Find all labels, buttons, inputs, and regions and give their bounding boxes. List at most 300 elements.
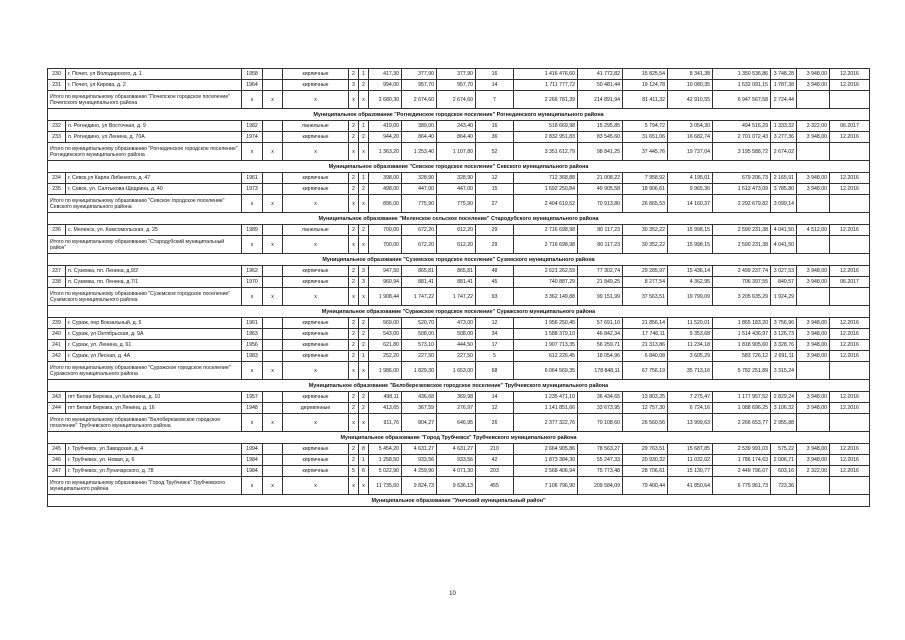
table-cell: п. Рогнедино, ул Ленина, д. 70А xyxy=(66,132,242,143)
subtotal-cell: 3 351 612,79 xyxy=(514,143,578,161)
table-cell: 3 948,00 xyxy=(797,69,830,80)
housing-registry-table xyxy=(47,68,870,507)
table-cell: 947,50 xyxy=(369,266,402,277)
table-cell: 2 xyxy=(359,318,369,329)
table-cell: 1994 xyxy=(242,444,263,455)
table-cell: 12.2016 xyxy=(830,173,870,184)
table-cell xyxy=(263,173,283,184)
subtotal-cell xyxy=(797,477,830,495)
subtotal-cell: 2 674,02 xyxy=(771,143,797,161)
table-cell: 56 259,71 xyxy=(578,340,623,351)
subtotal-cell: 672,20 xyxy=(402,236,437,254)
table-cell: 3 748,28 xyxy=(771,69,797,80)
table-cell: 3 948,00 xyxy=(797,266,830,277)
table-cell: 48 xyxy=(476,266,514,277)
table-cell: 2 829,24 xyxy=(771,392,797,403)
subtotal-cell: 2 674,60 xyxy=(402,91,437,109)
table-cell: 21 008,22 xyxy=(578,173,623,184)
table-cell: 1 873 384,30 xyxy=(514,455,578,466)
table-cell: 234 xyxy=(48,173,66,184)
subtotal-cell: 79 400,44 xyxy=(623,477,668,495)
table-cell: 2 xyxy=(349,132,359,143)
table-cell: кирпичные xyxy=(283,444,349,455)
subtotal-cell: 896,00 xyxy=(369,195,402,213)
table-row xyxy=(48,318,870,329)
table-cell: 12.2016 xyxy=(830,392,870,403)
table-cell: 50 481,44 xyxy=(578,80,623,91)
table-cell: г. Почеп, ул Володарского, д. 1 xyxy=(66,69,242,80)
table-cell: 3 xyxy=(359,266,369,277)
section-heading-row xyxy=(48,213,870,225)
table-cell: панельные xyxy=(283,121,349,132)
table-cell: 4 631,27 xyxy=(437,444,476,455)
table-cell: 1974 xyxy=(242,132,263,143)
table-cell: 80 117,23 xyxy=(578,225,623,236)
subtotal-cell xyxy=(797,91,830,109)
table-cell: 3 054,30 xyxy=(668,121,713,132)
table-cell xyxy=(263,329,283,340)
table-cell xyxy=(263,455,283,466)
subtotal-cell: х xyxy=(283,91,349,109)
table-cell: 12 xyxy=(476,173,514,184)
table-cell: 864,40 xyxy=(437,132,476,143)
table-cell: 31 651,06 xyxy=(623,132,668,143)
subtotal-cell: х xyxy=(359,236,369,254)
table-cell: 508,00 xyxy=(402,329,437,340)
table-cell: 2 xyxy=(349,69,359,80)
subtotal-cell: 93 xyxy=(476,288,514,306)
table-cell: 3 948,00 xyxy=(797,444,830,455)
table-cell: 239 xyxy=(48,318,66,329)
subtotal-cell: х xyxy=(283,143,349,161)
table-cell: 242 xyxy=(48,351,66,362)
table-cell: 1 350 536,86 xyxy=(713,69,771,80)
table-cell: 2 716 698,98 xyxy=(514,225,578,236)
table-cell: г. Севск, ул. Салтыкова-Щедрина, д. 40 xyxy=(66,184,242,195)
table-cell: 36 434,65 xyxy=(578,392,623,403)
table-cell: кирпичные xyxy=(283,329,349,340)
subtotal-cell: х xyxy=(242,236,263,254)
subtotal-row xyxy=(48,91,870,109)
table-cell: 241 xyxy=(48,340,66,351)
table-cell: 1 632 091,15 xyxy=(713,80,771,91)
subtotal-cell: х xyxy=(359,414,369,432)
table-cell: 2 xyxy=(349,184,359,195)
subtotal-cell: х xyxy=(263,143,283,161)
table-cell: 2 xyxy=(349,340,359,351)
subtotal-cell: х xyxy=(242,143,263,161)
table-cell: г. Сураж, ул Лесная, д. 4А xyxy=(66,351,242,362)
table-cell: 520,70 xyxy=(402,318,437,329)
table-cell: 8 277,54 xyxy=(623,277,668,288)
table-cell: 2 568 406,94 xyxy=(514,466,578,477)
subtotal-cell: 13 999,63 xyxy=(668,414,713,432)
subtotal-cell: 98 841,25 xyxy=(578,143,623,161)
table-cell xyxy=(263,225,283,236)
table-cell: г. Трубчевск, ул. Новая, д. 6 xyxy=(66,455,242,466)
table-cell: 494 516,29 xyxy=(713,121,771,132)
table-cell: 1984 xyxy=(242,455,263,466)
table-cell: 543,00 xyxy=(369,329,402,340)
table-cell: 1 865 183,20 xyxy=(713,318,771,329)
table-cell: 245 xyxy=(48,444,66,455)
subtotal-cell: 1 363,20 xyxy=(369,143,402,161)
table-cell: 42 xyxy=(476,455,514,466)
table-cell: 398,00 xyxy=(369,173,402,184)
table-cell: 944,20 xyxy=(369,132,402,143)
table-cell: 2 499 237,74 xyxy=(713,266,771,277)
table-cell: 15 xyxy=(476,184,514,195)
table-cell: 1963 xyxy=(242,329,263,340)
table-row xyxy=(48,80,870,91)
table-cell: 14 xyxy=(476,80,514,91)
table-cell: 2 xyxy=(349,351,359,362)
subtotal-cell: 2 590 231,38 xyxy=(713,236,771,254)
table-cell: 9 965,36 xyxy=(668,184,713,195)
subtotal-cell xyxy=(797,236,830,254)
table-cell: 2 xyxy=(349,318,359,329)
section-heading: Муниципальное образование "Белоберезковское городское поселение" Трубчевского муниципального района xyxy=(48,380,870,392)
subtotal-cell: 35 713,16 xyxy=(668,362,713,380)
table-cell xyxy=(263,392,283,403)
table-cell: кирпичные xyxy=(283,132,349,143)
table-cell xyxy=(263,184,283,195)
table-cell: 45 xyxy=(476,277,514,288)
table-cell: 1956 xyxy=(242,340,263,351)
table-cell: 881,41 xyxy=(437,277,476,288)
table-cell: 367,59 xyxy=(402,403,437,414)
subtotal-cell: 11 735,60 xyxy=(369,477,402,495)
table-cell: 12.2016 xyxy=(830,69,870,80)
table-cell: 4 512,00 xyxy=(797,225,830,236)
subtotal-label: Итого по муниципальному образованию "Город Трубчевск" Трубчевского муниципального района xyxy=(48,477,242,495)
table-cell: кирпичные xyxy=(283,277,349,288)
table-cell: кирпичные xyxy=(283,455,349,466)
subtotal-cell: 99 151,99 xyxy=(578,288,623,306)
table-cell: 960,94 xyxy=(369,277,402,288)
table-cell: 12.2016 xyxy=(830,80,870,91)
subtotal-cell: х xyxy=(263,195,283,213)
section-heading-row xyxy=(48,380,870,392)
table-cell: кирпичные xyxy=(283,266,349,277)
section-heading: Муниципальное образование "Город Трубчевск" Трубчевского муниципального района xyxy=(48,432,870,444)
table-cell: 933,56 xyxy=(437,455,476,466)
subtotal-cell: 2 716 698,98 xyxy=(514,236,578,254)
table-cell: 5 xyxy=(476,351,514,362)
table-cell: 2 xyxy=(359,403,369,414)
table-cell: 2 xyxy=(349,266,359,277)
section-heading-row xyxy=(48,432,870,444)
table-cell: 1 177 957,52 xyxy=(713,392,771,403)
table-cell: 740 887,29 xyxy=(514,277,578,288)
table-cell: 21 856,14 xyxy=(623,318,668,329)
table-cell: 10 080,35 xyxy=(668,80,713,91)
table-cell: 29 xyxy=(476,225,514,236)
table-cell: кирпичные xyxy=(283,340,349,351)
table-cell: 12.2016 xyxy=(830,225,870,236)
table-cell: 1 613 473,09 xyxy=(713,184,771,195)
table-cell: 12 xyxy=(476,403,514,414)
table-cell xyxy=(263,351,283,362)
subtotal-row xyxy=(48,143,870,161)
table-cell: 236 xyxy=(48,225,66,236)
table-cell: 2 xyxy=(349,403,359,414)
table-cell: 1982 xyxy=(242,121,263,132)
table-cell: 06.2017 xyxy=(830,121,870,132)
table-row xyxy=(48,455,870,466)
subtotal-cell: х xyxy=(359,143,369,161)
subtotal-cell: х xyxy=(242,288,263,306)
table-cell: 243,40 xyxy=(437,121,476,132)
table-cell xyxy=(263,340,283,351)
subtotal-label: Итого по муниципальному образованию "Севское городское поселение" Севского муниципального района xyxy=(48,195,242,213)
table-cell: 2 xyxy=(359,132,369,143)
table-cell: 612,20 xyxy=(437,225,476,236)
subtotal-cell: 804,27 xyxy=(402,414,437,432)
section-heading-row xyxy=(48,495,870,507)
subtotal-cell: 178 848,11 xyxy=(578,362,623,380)
subtotal-cell: х xyxy=(242,477,263,495)
subtotal-row xyxy=(48,195,870,213)
table-row xyxy=(48,121,870,132)
subtotal-cell: х xyxy=(283,288,349,306)
subtotal-cell: 29 xyxy=(476,236,514,254)
subtotal-cell: 2 404 619,52 xyxy=(514,195,578,213)
subtotal-cell: 19 737,04 xyxy=(668,143,713,161)
subtotal-cell: 2 266 781,39 xyxy=(514,91,578,109)
table-cell: 6 xyxy=(359,466,369,477)
table-cell xyxy=(263,318,283,329)
table-cell: 328,90 xyxy=(402,173,437,184)
table-cell: 78 563,27 xyxy=(578,444,623,455)
table-cell: 1957 xyxy=(242,392,263,403)
table-cell: 612 226,45 xyxy=(514,351,578,362)
subtotal-cell: 1 747,22 xyxy=(402,288,437,306)
table-cell: г. Сураж, пер Вокзальный, д. 5 xyxy=(66,318,242,329)
table-cell: 12.2016 xyxy=(830,184,870,195)
table-cell: 3 106,32 xyxy=(771,403,797,414)
table-cell: 3 948,00 xyxy=(797,392,830,403)
table-cell: 16 682,74 xyxy=(668,132,713,143)
table-cell: 21 849,25 xyxy=(578,277,623,288)
table-cell: 1970 xyxy=(242,277,263,288)
subtotal-cell: 9 824,73 xyxy=(402,477,437,495)
table-cell: 498,11 xyxy=(369,392,402,403)
table-cell: панельные xyxy=(283,225,349,236)
table-cell: 244 xyxy=(48,403,66,414)
table-cell: 419,00 xyxy=(369,121,402,132)
table-cell: 2 165,91 xyxy=(771,173,797,184)
subtotal-cell: 67 756,19 xyxy=(623,362,668,380)
table-cell: 1973 xyxy=(242,184,263,195)
table-cell: 6 840,08 xyxy=(623,351,668,362)
subtotal-cell: 7 106 796,90 xyxy=(514,477,578,495)
table-cell: 2 xyxy=(349,121,359,132)
table-cell: 12.2016 xyxy=(830,466,870,477)
table-cell: 1 235 471,10 xyxy=(514,392,578,403)
table-cell: 12.2016 xyxy=(830,132,870,143)
table-cell: 231 xyxy=(48,80,66,91)
table-cell: 15 687,85 xyxy=(668,444,713,455)
subtotal-cell: х xyxy=(263,477,283,495)
table-cell: 227,50 xyxy=(437,351,476,362)
table-cell: 28 706,61 xyxy=(623,466,668,477)
table-row xyxy=(48,466,870,477)
subtotal-cell xyxy=(830,236,870,254)
subtotal-cell: 41 850,64 xyxy=(668,477,713,495)
table-row xyxy=(48,132,870,143)
subtotal-cell: х xyxy=(349,236,359,254)
table-cell: с. Меленск, ул. Комсомольская, д. 25 xyxy=(66,225,242,236)
subtotal-cell xyxy=(830,91,870,109)
table-cell: г. Почеп, ул Кирова, д. 2 xyxy=(66,80,242,91)
subtotal-cell: 2 292 679,82 xyxy=(713,195,771,213)
table-cell: 3 948,00 xyxy=(797,318,830,329)
table-cell: 235 xyxy=(48,184,66,195)
table-cell: 1 333,32 xyxy=(771,121,797,132)
subtotal-cell: 26 xyxy=(476,414,514,432)
table-cell: кирпичные xyxy=(283,173,349,184)
table-cell: 2 664 905,86 xyxy=(514,444,578,455)
subtotal-cell: 1 253,40 xyxy=(402,143,437,161)
subtotal-cell: 455 xyxy=(476,477,514,495)
table-cell: 864,40 xyxy=(402,132,437,143)
table-cell: 2 621 262,59 xyxy=(514,266,578,277)
table-cell: 36 xyxy=(476,132,514,143)
table-cell: 2 xyxy=(349,455,359,466)
table-row xyxy=(48,277,870,288)
subtotal-cell: 9 636,13 xyxy=(437,477,476,495)
table-cell: 933,56 xyxy=(402,455,437,466)
table-cell: 5 xyxy=(349,466,359,477)
table-cell: 1 692 250,84 xyxy=(514,184,578,195)
table-cell: 4 041,50 xyxy=(771,225,797,236)
subtotal-cell: х xyxy=(263,288,283,306)
table-cell: 29 763,51 xyxy=(623,444,668,455)
table-cell xyxy=(263,277,283,288)
subtotal-cell: 52 xyxy=(476,143,514,161)
table-cell: 233 xyxy=(48,132,66,143)
table-cell: 12.2016 xyxy=(830,318,870,329)
section-heading-row xyxy=(48,254,870,266)
table-cell: 77 302,74 xyxy=(578,266,623,277)
table-cell: пгт Белая Березка, ул Калинина, д. 10 xyxy=(66,392,242,403)
table-row xyxy=(48,340,870,351)
table-cell: 1 818 905,60 xyxy=(713,340,771,351)
table-cell: г. Севск,ул Карла Либкнехта, д. 47 xyxy=(66,173,242,184)
table-cell xyxy=(263,69,283,80)
table-cell: 18 906,61 xyxy=(623,184,668,195)
subtotal-cell: 6 064 569,35 xyxy=(514,362,578,380)
table-cell: 12 xyxy=(476,318,514,329)
table-cell: 447,00 xyxy=(402,184,437,195)
table-cell: 881,41 xyxy=(402,277,437,288)
table-cell: 1 xyxy=(359,351,369,362)
section-heading: Муниципальное образование "Меленское сельское поселение" Стародубского муниципального района xyxy=(48,213,870,225)
table-cell: 237 xyxy=(48,266,66,277)
table-cell: 3 xyxy=(349,80,359,91)
table-cell: 1958 xyxy=(242,69,263,80)
subtotal-label: Итого по муниципальному образованию "Стародубский муниципальный район" xyxy=(48,236,242,254)
subtotal-cell: х xyxy=(242,91,263,109)
table-cell: 2 xyxy=(359,392,369,403)
table-row xyxy=(48,69,870,80)
table-cell: 3 948,00 xyxy=(797,455,830,466)
subtotal-cell: 612,20 xyxy=(437,236,476,254)
subtotal-cell: 3 205 635,29 xyxy=(713,288,771,306)
table-cell: 16 xyxy=(476,121,514,132)
table-cell: 203 xyxy=(476,466,514,477)
subtotal-label: Итого по муниципальному образованию "Суражское городское поселение" Суражского муниципального района xyxy=(48,362,242,380)
section-heading: Муниципальное образование "Суражское городское поселение" Суражского муниципального района xyxy=(48,306,870,318)
subtotal-cell xyxy=(830,414,870,432)
subtotal-cell: х xyxy=(263,414,283,432)
table-cell: 1964 xyxy=(242,80,263,91)
table-cell: 252,20 xyxy=(369,351,402,362)
subtotal-cell: х xyxy=(263,236,283,254)
table-cell: 12.2016 xyxy=(830,266,870,277)
table-cell: 2 xyxy=(359,80,369,91)
table-cell: 15 130,77 xyxy=(668,466,713,477)
table-cell: 1962 xyxy=(242,266,263,277)
subtotal-cell: х xyxy=(349,362,359,380)
table-cell: 83 545,60 xyxy=(578,132,623,143)
table-row xyxy=(48,173,870,184)
subtotal-cell: 15 998,15 xyxy=(668,236,713,254)
subtotal-cell: 2 674,60 xyxy=(437,91,476,109)
subtotal-cell: 775,90 xyxy=(402,195,437,213)
table-cell: 1983 xyxy=(242,351,263,362)
table-cell: 417,30 xyxy=(369,69,402,80)
table-row xyxy=(48,329,870,340)
table-cell xyxy=(263,80,283,91)
table-cell: 3 948,00 xyxy=(797,184,830,195)
subtotal-cell: 700,00 xyxy=(369,236,402,254)
table-cell: 20 930,32 xyxy=(623,455,668,466)
table-cell: 7 275,47 xyxy=(668,392,713,403)
table-cell: 3 605,29 xyxy=(668,351,713,362)
table-cell: 16 xyxy=(476,69,514,80)
table-cell: 3 027,53 xyxy=(771,266,797,277)
table-cell: 2 832 951,83 xyxy=(514,132,578,143)
subtotal-cell: 19 799,09 xyxy=(668,288,713,306)
table-cell: кирпичные xyxy=(283,69,349,80)
subtotal-cell: 30 352,22 xyxy=(623,236,668,254)
subtotal-cell xyxy=(830,143,870,161)
subtotal-row xyxy=(48,414,870,432)
table-cell: 232 xyxy=(48,121,66,132)
subtotal-cell: х xyxy=(359,195,369,213)
table-cell: п. Суземка, пл. Ленина, д.9/2 xyxy=(66,266,242,277)
subtotal-cell: х xyxy=(242,362,263,380)
subtotal-cell: х xyxy=(242,195,263,213)
table-cell: 3 277,36 xyxy=(771,132,797,143)
subtotal-cell: х xyxy=(263,362,283,380)
table-cell: кирпичные xyxy=(283,80,349,91)
subtotal-cell xyxy=(830,477,870,495)
subtotal-cell: х xyxy=(359,362,369,380)
table-cell xyxy=(263,466,283,477)
table-cell: 2 590 231,38 xyxy=(713,225,771,236)
subtotal-cell: х xyxy=(349,91,359,109)
subtotal-cell: 26 560,56 xyxy=(623,414,668,432)
section-heading-row xyxy=(48,306,870,318)
table-cell: 1 956 250,45 xyxy=(514,318,578,329)
subtotal-cell xyxy=(830,288,870,306)
subtotal-label: Итого по муниципальному образованию "Рогнединское городское поселение" Рогнединского муниципального района xyxy=(48,143,242,161)
table-cell: 15 436,14 xyxy=(668,266,713,277)
table-cell: 1 xyxy=(359,69,369,80)
